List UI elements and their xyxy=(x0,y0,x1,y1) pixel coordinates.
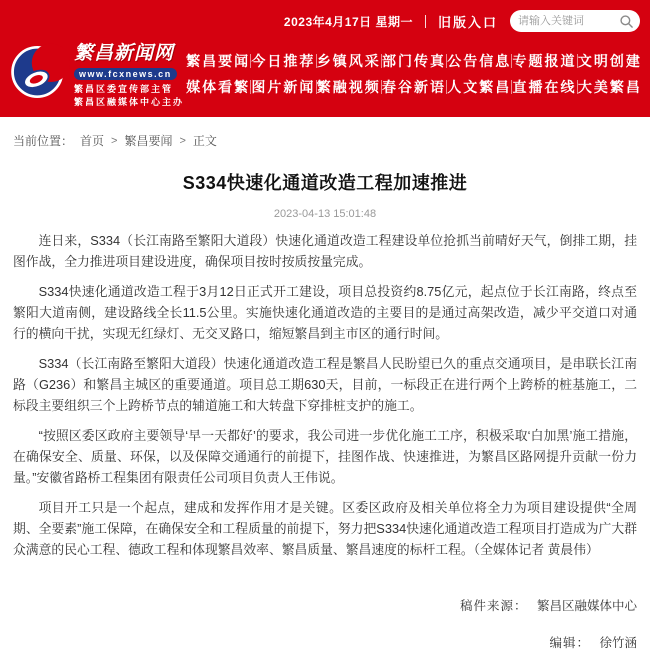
article-paragraph: S334（长江南路至繁阳大道段）快速化通道改造工程是繁昌人民盼望已久的重点交通项目，是串联长江南路（G236）和繁昌主城区的重要通道。项目总工期630天，目前，一标段正在进行两个上跨桥的桩基施工，二标段主要组织三个上跨桥节点的辅道施工和大转盘下穿排桩支护的施工。 xyxy=(13,356,637,413)
breadcrumb-current: 正文 xyxy=(192,134,217,148)
header-main xyxy=(0,42,650,108)
breadcrumb-label: 当前位置： xyxy=(13,134,74,148)
nav-item[interactable]: 人文繁昌 xyxy=(447,79,512,95)
breadcrumb-home[interactable]: 首页 xyxy=(80,134,105,148)
article-body xyxy=(13,230,637,560)
old-version-link[interactable]: 旧版入口 xyxy=(437,14,498,30)
source-value: 繁昌区融媒体中心 xyxy=(536,599,637,613)
nav-item[interactable]: 大美繁昌 xyxy=(577,79,642,95)
nav-item[interactable]: 文明创建 xyxy=(577,53,642,69)
article-meta xyxy=(0,596,650,651)
search-box[interactable] xyxy=(510,10,640,32)
nav-item[interactable]: 图片新闻 xyxy=(251,79,316,95)
nav-item[interactable]: 繁融视频 xyxy=(316,79,381,95)
article-datetime: 2023-04-13 15:01:48 xyxy=(273,208,377,220)
nav-item[interactable]: 媒体看繁 xyxy=(186,79,251,95)
source-label: 稿件来源： xyxy=(459,599,528,613)
editor-line xyxy=(13,633,637,651)
topbar xyxy=(0,0,650,42)
breadcrumb-separator: > xyxy=(111,134,118,147)
nav-item[interactable]: 春谷新语 xyxy=(381,79,446,95)
breadcrumb xyxy=(0,117,650,155)
article-paragraph: S334快速化通道改造工程于3月12日正式开工建设，项目总投资约8.75亿元，起点位于长江南路，终点至繁阳大道南侧，建设路线全长11.5公里。实施快速化通道改造的主要目的是通过高架改造，减少平交道口对通行的横向干扰，实现无红绿灯、无交叉路口，缩短繁昌到主市区的通行时间。 xyxy=(13,284,637,341)
article-paragraph: “按照区委区政府主要领导‘早一天都好’的要求，我公司进一步优化施工工序，积极采取‘白加黑’施工措施，在确保安全、质量、环保，以及保障交通通行的前提下，挂图作战、快速推进，为繁昌区路网提升贡献一份力量。”安徽省路桥工程集团有限责任公司项目负责人王伟说。 xyxy=(13,428,637,485)
article-title: S334快速化通道改造工程加速推进 xyxy=(182,173,468,193)
article-paragraph: 项目开工只是一个起点，建成和发挥作用才是关键。区委区政府及相关单位将全力为项目建设提供“全周期、全要素”施工保障，在确保安全和工程质量的前提下，努力把S334快速化通道改造工程项目打造成为广大群众满意的民心工程、德政工程和体现繁昌效率、繁昌质量、繁昌速度的标杆工程。（全媒体记者 黄晨伟） xyxy=(13,500,637,557)
breadcrumb-separator: > xyxy=(179,134,186,147)
nav-item[interactable]: 繁昌要闻 xyxy=(186,53,251,69)
topbar-divider xyxy=(425,15,426,28)
main-nav xyxy=(186,48,642,100)
site-name: 繁昌新闻网 xyxy=(74,43,175,64)
nav-row-2 xyxy=(186,74,642,100)
site-url: www.fcxnews.cn xyxy=(74,68,177,80)
article-paragraph: 连日来，S334（长江南路至繁阳大道段）快速化通道改造工程建设单位抢抓当前晴好天气，倒排工期，挂图作战，全力推进项目建设进度，确保项目按时按质按量完成。 xyxy=(13,233,637,269)
logo-swirl-icon xyxy=(8,42,72,102)
logo-supervisor: 繁昌区委宣传部主管 xyxy=(74,84,174,94)
site-logo[interactable] xyxy=(8,42,186,108)
nav-item[interactable]: 公告信息 xyxy=(447,53,512,69)
nav-item[interactable]: 专题报道 xyxy=(512,53,577,69)
source-line xyxy=(13,596,637,614)
nav-item[interactable]: 部门传真 xyxy=(381,53,446,69)
nav-item[interactable]: 今日推荐 xyxy=(251,53,316,69)
breadcrumb-section[interactable]: 繁昌要闻 xyxy=(124,134,173,148)
nav-row-1 xyxy=(186,48,642,74)
search-icon[interactable] xyxy=(619,14,634,29)
nav-item[interactable]: 直播在线 xyxy=(512,79,577,95)
editor-value: 徐竹涵 xyxy=(599,636,637,650)
site-header xyxy=(0,0,650,117)
article xyxy=(0,169,650,560)
logo-organizer: 繁昌区融媒体中心主办 xyxy=(74,97,185,107)
editor-label: 编辑： xyxy=(549,636,590,650)
nav-item[interactable]: 乡镇风采 xyxy=(316,53,381,69)
current-date: 2023年4月17日 星期一 xyxy=(283,14,413,29)
logo-text xyxy=(74,43,184,108)
search-input[interactable] xyxy=(518,15,619,27)
